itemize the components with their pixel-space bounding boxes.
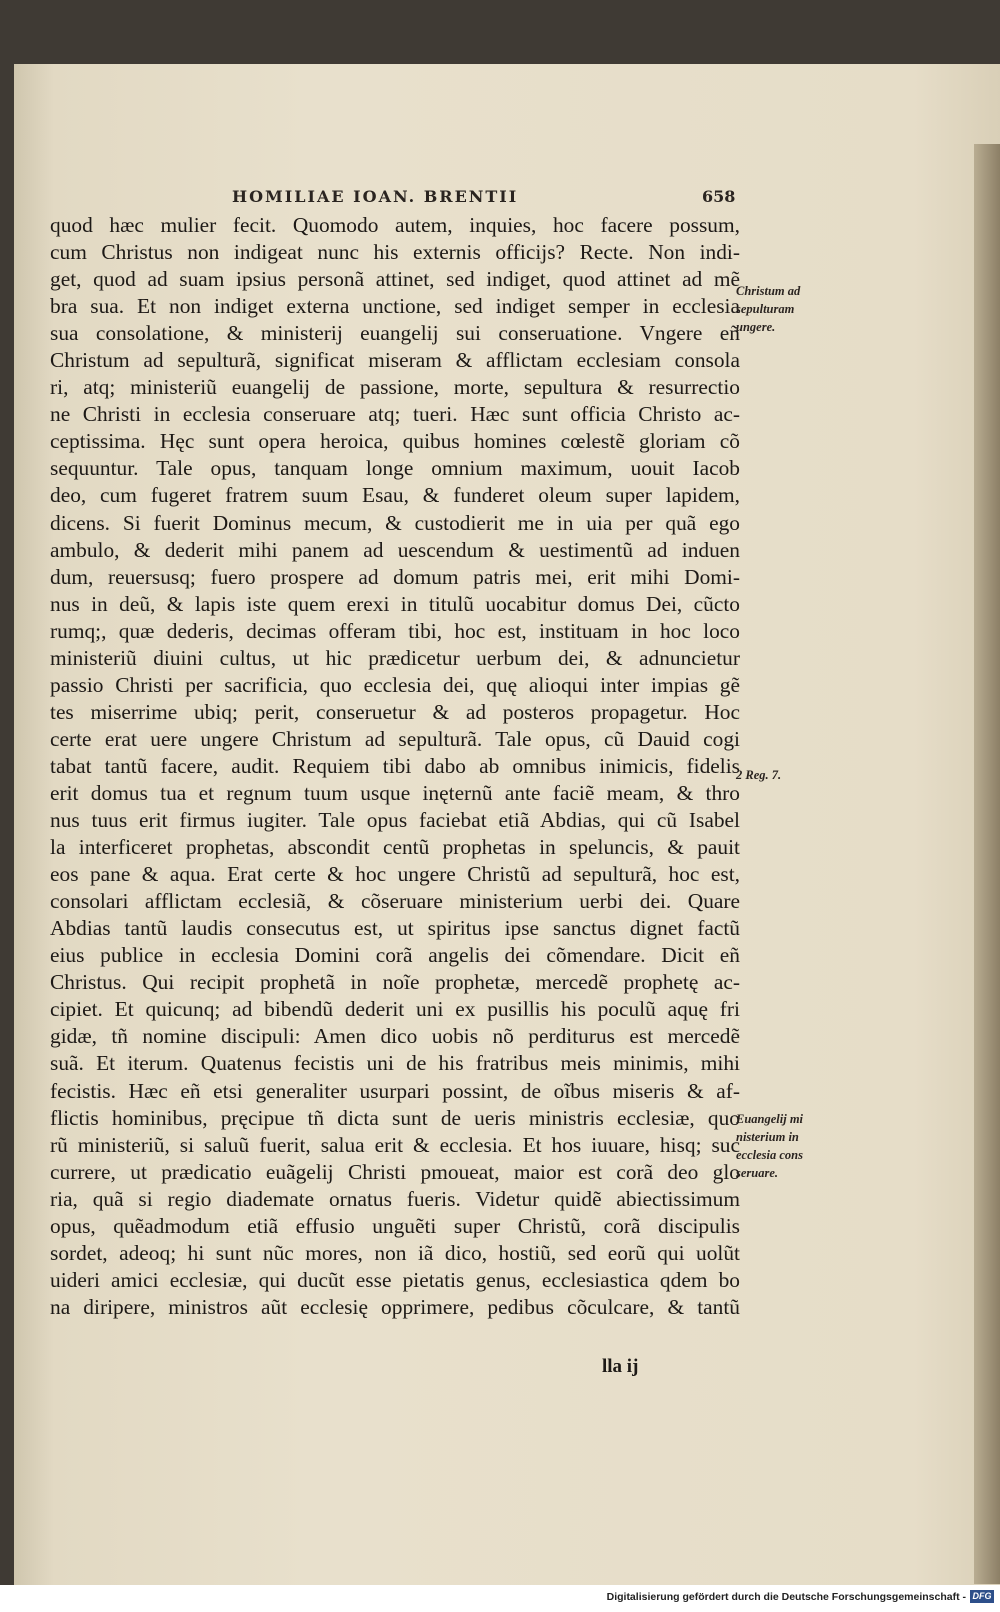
footer-bar <box>0 1585 1000 1612</box>
margin-note-line: seruare. <box>736 1166 779 1180</box>
text-line: consolari afflictam ecclesiã, & cõseruare ministerium uerbi dei. Quare <box>50 889 740 914</box>
text-line: rumq;, quæ dederis, decimas offeram tibi, hoc est, instituam in hoc loco <box>50 618 740 643</box>
margin-note-line: sepulturam <box>736 302 795 316</box>
text-line: get, quod ad suam ipsius personã attinet, sed indiget, quod attinet ad mẽ <box>50 267 740 292</box>
margin-note-christum-ad-sepulturam <box>736 282 800 336</box>
text-line: sequuntur. Tale opus, tanquam longe omnium maximum, uouit Iacob <box>50 456 740 481</box>
page-fore-edge <box>974 144 1000 1584</box>
funding-credit: Digitalisierung gefördert durch die Deutsche Forschungsgemeinschaft - <box>606 1591 966 1603</box>
text-line: gidæ, tñ nomine discipuli: Amen dico uobis nõ perditurus est mercedẽ <box>50 1024 740 1049</box>
text-line: ri, atq; ministeriũ euangelij de passione, morte, sepultura & resurrectio <box>50 375 740 400</box>
text-line: bra sua. Et non indiget externa unctione, sed indiget semper in ecclesia <box>50 294 740 319</box>
text-line: ria, quã si regio diademate ornatus fueris. Videtur quidẽ abiectissimum <box>50 1186 740 1211</box>
dfg-logo: DFG <box>970 1590 994 1603</box>
text-line: opus, quẽadmodum etiã effusio unguẽti super Christũ, corã discipulis <box>50 1213 740 1238</box>
text-line: nus in deũ, & lapis iste quem erexi in titulũ uocabitur domus Dei, cũcto <box>50 591 740 616</box>
text-line: Christum ad sepulturã, significat miseram & afflictam ecclesiam consola <box>50 348 740 373</box>
text-line: sua consolatione, & ministerij euangelij sui conseruatione. Vngere eñ <box>50 321 740 346</box>
catchword-signature: lla ij <box>602 1356 639 1377</box>
margin-note-euangelij <box>736 1110 803 1182</box>
text-line: Abdias tantũ laudis consecutus est, ut spiritus ipse sanctus dignet factũ <box>50 916 740 941</box>
text-line: certe erat uere ungere Christum ad sepulturã. Tale opus, cũ Dauid cogi <box>50 726 740 751</box>
text-line: na diripere, ministros aũt ecclesię opprimere, pedibus cõculcare, & tantũ <box>50 1294 740 1319</box>
text-line: currere, ut prædicatio euãgelij Christi pmoueat, maior est corã deo glo <box>50 1159 740 1184</box>
running-head: HOMILIAE IOAN. BRENTII <box>232 187 519 206</box>
text-line: ceptissima. Hęc sunt opera heroica, quibus homines cœlestẽ gloriam cõ <box>50 429 740 454</box>
text-line: erit domus tua et regnum tuum usque inęternũ ante faciẽ meam, & thro <box>50 780 740 805</box>
text-line: la interficeret prophetas, abscondit centũ prophetas in speluncis, & pauit <box>50 835 740 860</box>
text-line: ambulo, & dederit mihi panem ad uescendum & uestimentũ ad induen <box>50 537 740 562</box>
text-line: tabat tantũ facere, audit. Requiem tibi dabo ab omnibus inimicis, fidelis <box>50 753 740 778</box>
margin-note-line: 2 Reg. 7. <box>736 768 782 782</box>
text-line: eos pane & aqua. Erat certe & hoc ungere Christũ ad sepulturã, hoc est, <box>50 862 740 887</box>
text-line: dum, reuersusq; fuero prospere ad domum patris mei, erit mihi Domi- <box>50 564 740 589</box>
text-line: fecistis. Hæc eñ etsi generaliter usurpari possint, de oĩbus miseris & af- <box>50 1078 740 1103</box>
text-line: rũ ministeriũ, si saluũ fuerit, salua erit & ecclesia. Et hos iuuare, hisq; suc <box>50 1132 740 1157</box>
margin-note-line: nisterium in <box>736 1130 799 1144</box>
text-line: flictis hominibus, pręcipue tñ dicta sunt de ueris ministris ecclesiæ, quo <box>50 1105 740 1130</box>
text-line: ne Christi in ecclesia conseruare atq; tueri. Hæc sunt officia Christo ac- <box>50 402 740 427</box>
margin-note-reg <box>736 766 781 784</box>
text-line: passio Christi per sacrificia, quo ecclesia dei, quę alioqui inter impias gẽ <box>50 672 740 697</box>
text-line: quod hæc mulier fecit. Quomodo autem, inquies, hoc facere possum, <box>50 213 740 237</box>
text-line: tes miserrime ubiq; perit, conseruetur & ad posteros propagetur. Hoc <box>50 699 740 724</box>
text-line: deo, cum fugeret fratrem suum Esau, & funderet oleum super lapidem, <box>50 483 740 508</box>
text-line: dicens. Si fuerit Dominus mecum, & custodierit me in uia per quã ego <box>50 510 740 535</box>
book-page <box>14 64 1000 1585</box>
margin-note-line: Euangelij mi <box>736 1112 804 1126</box>
margin-note-line: ecclesia cons <box>736 1148 803 1162</box>
page-header <box>14 187 1000 211</box>
text-line: suã. Et iterum. Quatenus fecistis uni de his fratribus meis minimis, mihi <box>50 1051 740 1076</box>
text-line: eius publice in ecclesia Domini corã angelis dei cõmendare. Dicit eñ <box>50 943 740 968</box>
text-line: Christus. Qui recipit prophetã in noĩe prophetæ, mercedẽ prophetę ac- <box>50 970 740 995</box>
text-line: ministeriũ diuini cultus, ut hic prædicetur uerbum dei, & adnuncietur <box>50 645 740 670</box>
margin-note-line: ungere. <box>736 320 776 334</box>
margin-note-line: Christum ad <box>736 284 801 298</box>
text-line: nus tuus erit firmus iugiter. Tale opus faciebat etiã Abdias, qui cũ Isabel <box>50 808 740 833</box>
text-line: cum Christus non indigeat nunc his externis officijs? Recte. Non indi- <box>50 240 740 265</box>
text-line: sordet, adeoq; hi sunt nũc mores, non iã dico, hostiũ, sed eorũ qui uolũt <box>50 1240 740 1265</box>
body-text <box>50 212 740 1321</box>
text-line: uideri amici ecclesiæ, qui ducũt esse pietatis genus, ecclesiastica qdem bo <box>50 1267 740 1292</box>
folio-number: 658 <box>702 187 736 206</box>
text-line: cipiet. Et quicunq; ad bibendũ dederit uni ex pusillis his poculũ aquę fri <box>50 997 740 1022</box>
